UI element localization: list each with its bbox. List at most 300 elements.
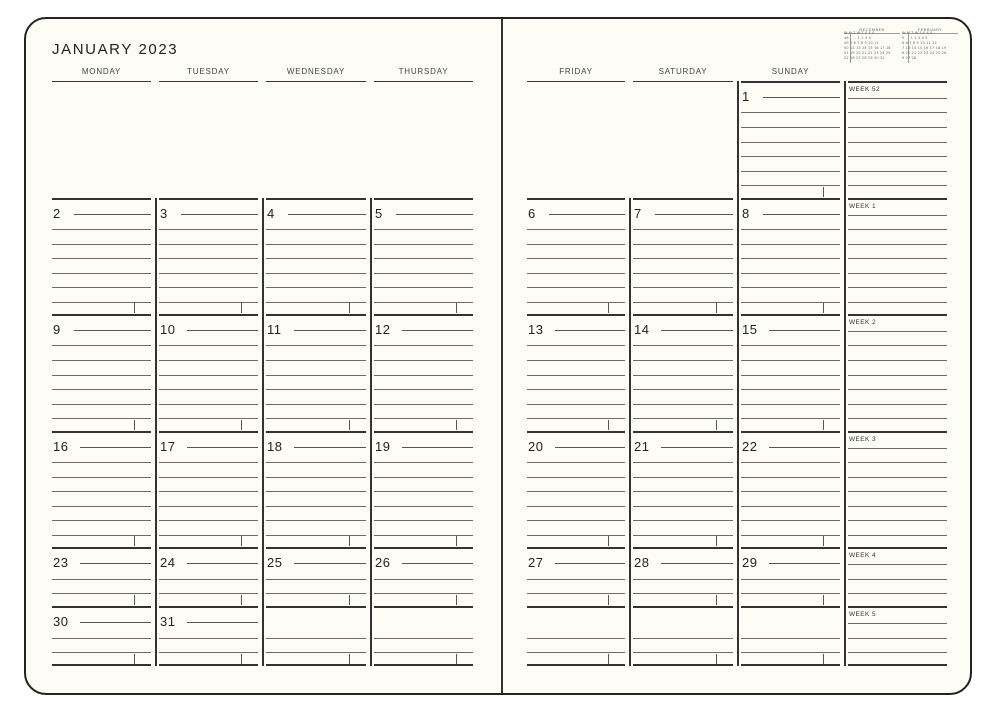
writing-line [374,389,473,390]
writing-line [527,652,625,653]
writing-line [741,652,840,653]
writing-line [52,389,151,390]
date-number: 3 [160,207,172,221]
day-cell[interactable] [633,314,733,431]
writing-line [848,345,947,346]
mini-calendar-row: 6 6 7 8 9 10 11 12 [902,41,937,45]
week-cell[interactable] [848,81,947,198]
writing-line [633,244,733,245]
writing-line [266,506,366,507]
day-header-tuesday: TUESDAY [187,67,230,76]
cell-marker [608,303,609,313]
mini-calendar-row: W M T W T F S S [844,31,875,35]
cell-marker [608,654,609,664]
day-cell[interactable] [374,547,473,606]
date-number: 5 [375,207,387,221]
date-number: 7 [634,207,646,221]
week-cell[interactable] [848,431,947,547]
writing-line [527,404,625,405]
day-cell[interactable] [527,606,625,665]
writing-line [527,491,625,492]
date-line [187,563,258,564]
writing-line [527,345,625,346]
writing-line [52,418,151,419]
day-cell[interactable] [374,314,473,431]
writing-line [848,215,947,216]
writing-line [266,652,366,653]
writing-line [374,477,473,478]
writing-line [633,491,733,492]
date-number: 25 [267,556,286,570]
writing-line [741,287,840,288]
writing-line [741,229,840,230]
writing-line [52,404,151,405]
writing-line [159,273,258,274]
writing-line [633,520,733,521]
mini-calendar-row: 8 20 21 22 23 24 25 26 [902,51,947,55]
writing-line [374,491,473,492]
bottom-rule [527,664,625,666]
writing-line [848,477,947,478]
writing-line [848,638,947,639]
writing-line [266,418,366,419]
writing-line [527,389,625,390]
date-line [661,563,733,564]
date-number: 17 [160,440,179,454]
writing-line [848,273,947,274]
cell-marker [823,187,824,197]
writing-line [741,360,840,361]
cell-marker [241,420,242,430]
mini-calendar-row: 50 12 13 14 15 16 17 18 [844,46,891,50]
mini-calendar-december [844,27,900,71]
writing-line [527,229,625,230]
writing-line [52,375,151,376]
week-label: WEEK 2 [849,319,876,326]
day-header-wednesday: WEDNESDAY [286,67,346,76]
cell-marker [716,420,717,430]
day-cell[interactable] [159,606,258,665]
day-cell[interactable] [741,81,840,198]
day-cell[interactable] [741,606,840,665]
bottom-rule [848,664,947,666]
day-header-saturday: SATURDAY [658,67,708,76]
writing-line [52,638,151,639]
week-cell[interactable] [848,198,947,314]
cell-marker [823,536,824,546]
cell-marker [456,420,457,430]
day-cell[interactable] [527,431,625,547]
writing-line [848,579,947,580]
day-header-rule [52,81,151,82]
date-number: 9 [53,323,65,337]
writing-line [848,360,947,361]
date-line [661,330,733,331]
writing-line [52,287,151,288]
writing-line [848,98,947,99]
writing-line [741,535,840,536]
writing-line [741,273,840,274]
day-cell[interactable] [527,198,625,314]
day-cell[interactable] [266,314,366,431]
writing-line [374,345,473,346]
cell-marker [241,303,242,313]
writing-line [266,477,366,478]
day-cell[interactable] [741,314,840,431]
week-label: WEEK 3 [849,436,876,443]
day-cell[interactable] [52,547,151,606]
writing-line [52,273,151,274]
writing-line [374,579,473,580]
writing-line [848,302,947,303]
writing-line [374,258,473,259]
date-line [294,563,366,564]
date-line [769,330,840,331]
cell-marker [349,420,350,430]
writing-line [527,535,625,536]
bottom-rule [159,664,258,666]
writing-line [159,535,258,536]
writing-line [374,287,473,288]
writing-line [741,638,840,639]
writing-line [741,462,840,463]
writing-line [52,477,151,478]
date-number: 12 [375,323,394,337]
date-number: 18 [267,440,286,454]
writing-line [52,258,151,259]
writing-line [848,506,947,507]
writing-line [52,244,151,245]
date-number: 2 [53,207,65,221]
writing-line [159,638,258,639]
day-cell[interactable] [374,198,473,314]
cell-marker [349,536,350,546]
week-cell[interactable] [848,314,947,431]
writing-line [527,462,625,463]
writing-line [848,331,947,332]
week-label: WEEK 52 [849,86,880,93]
cell-marker [349,654,350,664]
column-separator [629,198,631,666]
writing-line [741,404,840,405]
date-line [763,97,840,98]
cell-marker [608,595,609,605]
writing-line [159,593,258,594]
writing-line [848,404,947,405]
day-cell[interactable] [266,431,366,547]
date-number: 23 [53,556,72,570]
cell-marker [349,595,350,605]
week-label: WEEK 4 [849,552,876,559]
date-line [80,563,151,564]
date-number: 24 [160,556,179,570]
bottom-rule [266,664,366,666]
date-line [655,214,733,215]
writing-line [374,593,473,594]
writing-line [848,244,947,245]
mini-calendar-row: 7 13 14 15 16 17 18 19 [902,46,947,50]
date-line [187,330,258,331]
date-line [74,214,151,215]
writing-line [741,185,840,186]
cell-marker [823,303,824,313]
week-label: WEEK 1 [849,203,876,210]
cell-marker [134,654,135,664]
writing-line [527,579,625,580]
mini-calendar-title: FEBRUARY [918,27,942,32]
day-cell[interactable] [374,431,473,547]
writing-line [741,579,840,580]
writing-line [159,287,258,288]
date-line [555,330,625,331]
writing-line [848,491,947,492]
writing-line [848,127,947,128]
writing-line [159,418,258,419]
day-cell[interactable] [52,606,151,665]
date-line [288,214,366,215]
mini-calendar-title: DECEMBER [859,27,885,32]
writing-line [527,593,625,594]
cell-marker [134,536,135,546]
date-line [402,447,473,448]
writing-line [266,389,366,390]
day-cell[interactable] [52,198,151,314]
writing-line [633,477,733,478]
writing-line [848,652,947,653]
writing-line [527,273,625,274]
planner-spread [24,17,972,695]
writing-line [848,185,947,186]
writing-line [159,389,258,390]
writing-line [848,448,947,449]
writing-line [848,418,947,419]
writing-line [159,360,258,361]
date-line [549,214,625,215]
writing-line [266,273,366,274]
cell-marker [241,595,242,605]
week-cell[interactable] [848,606,947,665]
date-number: 14 [634,323,653,337]
column-separator [737,81,739,198]
date-number: 16 [53,440,72,454]
date-number: 20 [528,440,547,454]
writing-line [633,579,733,580]
writing-line [159,244,258,245]
writing-line [527,360,625,361]
writing-line [266,404,366,405]
writing-line [741,156,840,157]
week-label: WEEK 5 [849,611,876,618]
writing-line [633,302,733,303]
day-cell[interactable] [52,431,151,547]
date-number: 1 [742,90,754,104]
writing-line [374,520,473,521]
writing-line [741,375,840,376]
date-line [294,330,366,331]
writing-line [741,389,840,390]
day-cell[interactable] [633,547,733,606]
day-cell[interactable] [741,198,840,314]
writing-line [159,491,258,492]
week-cell[interactable] [848,547,947,606]
writing-line [159,258,258,259]
day-cell[interactable] [633,606,733,665]
writing-line [52,345,151,346]
writing-line [374,638,473,639]
date-line [294,447,366,448]
cell-marker [241,654,242,664]
date-number: 4 [267,207,279,221]
writing-line [741,127,840,128]
writing-line [159,652,258,653]
writing-line [266,302,366,303]
date-line [74,330,151,331]
writing-line [741,258,840,259]
writing-line [633,229,733,230]
cell-marker [716,536,717,546]
writing-line [266,638,366,639]
date-number: 29 [742,556,761,570]
writing-line [266,535,366,536]
day-cell[interactable] [741,431,840,547]
writing-line [848,375,947,376]
writing-line [848,112,947,113]
cell-marker [823,420,824,430]
writing-line [266,491,366,492]
writing-line [848,535,947,536]
writing-line [374,273,473,274]
writing-line [633,506,733,507]
date-line [769,563,840,564]
writing-line [741,345,840,346]
writing-line [741,171,840,172]
writing-line [527,302,625,303]
writing-line [374,404,473,405]
day-cell[interactable] [527,314,625,431]
writing-line [374,462,473,463]
writing-line [741,244,840,245]
date-line [181,214,258,215]
writing-line [633,638,733,639]
cell-marker [823,654,824,664]
writing-line [848,287,947,288]
writing-line [52,302,151,303]
writing-line [633,273,733,274]
day-cell[interactable] [266,198,366,314]
writing-line [741,302,840,303]
date-number: 6 [528,207,540,221]
writing-line [741,593,840,594]
day-cell[interactable] [159,198,258,314]
writing-line [159,302,258,303]
day-header-rule [633,81,733,82]
day-cell[interactable] [266,547,366,606]
writing-line [633,258,733,259]
day-cell[interactable] [633,431,733,547]
mini-calendar-row: 51 19 20 21 22 23 24 25 [844,51,891,55]
writing-line [527,258,625,259]
writing-line [52,360,151,361]
writing-line [266,593,366,594]
writing-line [52,462,151,463]
writing-line [741,491,840,492]
date-number: 15 [742,323,761,337]
writing-line [633,360,733,361]
date-number: 27 [528,556,547,570]
writing-line [159,229,258,230]
writing-line [374,302,473,303]
day-cell[interactable] [159,547,258,606]
day-cell[interactable] [159,314,258,431]
writing-line [159,345,258,346]
date-line [661,447,733,448]
mini-calendar-row: 49 5 6 7 8 9 10 11 [844,41,879,45]
book-spine [501,19,503,693]
date-line [555,563,625,564]
writing-line [527,418,625,419]
writing-line [266,360,366,361]
day-cell[interactable] [633,198,733,314]
date-number: 30 [53,615,72,629]
date-line [80,447,151,448]
mini-calendar-row: 48 . . . 1 2 3 4 [844,36,871,40]
day-cell[interactable] [527,547,625,606]
date-number: 11 [267,323,286,337]
writing-line [633,462,733,463]
writing-line [848,389,947,390]
cell-marker [456,654,457,664]
column-separator [844,81,846,666]
writing-line [266,287,366,288]
writing-line [52,652,151,653]
mini-calendar-february [902,27,958,71]
writing-line [52,506,151,507]
writing-line [266,244,366,245]
cell-marker [608,420,609,430]
column-separator [262,198,264,666]
writing-line [159,404,258,405]
day-cell[interactable] [266,606,366,665]
date-line [187,622,258,623]
day-cell[interactable] [52,314,151,431]
writing-line [633,345,733,346]
writing-line [374,652,473,653]
date-line [555,447,625,448]
cell-marker [716,303,717,313]
writing-line [52,593,151,594]
writing-line [52,229,151,230]
cell-marker [134,595,135,605]
date-line [402,563,473,564]
cell-marker [134,303,135,313]
day-cell[interactable] [159,431,258,547]
writing-line [374,535,473,536]
cell-marker [241,536,242,546]
day-cell[interactable] [374,606,473,665]
writing-line [159,506,258,507]
writing-line [374,418,473,419]
mini-calendar-row: W M T W T F S S [902,31,933,35]
writing-line [633,652,733,653]
writing-line [266,520,366,521]
writing-line [741,506,840,507]
cell-marker [456,595,457,605]
writing-line [527,638,625,639]
day-cell[interactable] [741,547,840,606]
writing-line [374,375,473,376]
writing-line [741,477,840,478]
writing-line [52,520,151,521]
